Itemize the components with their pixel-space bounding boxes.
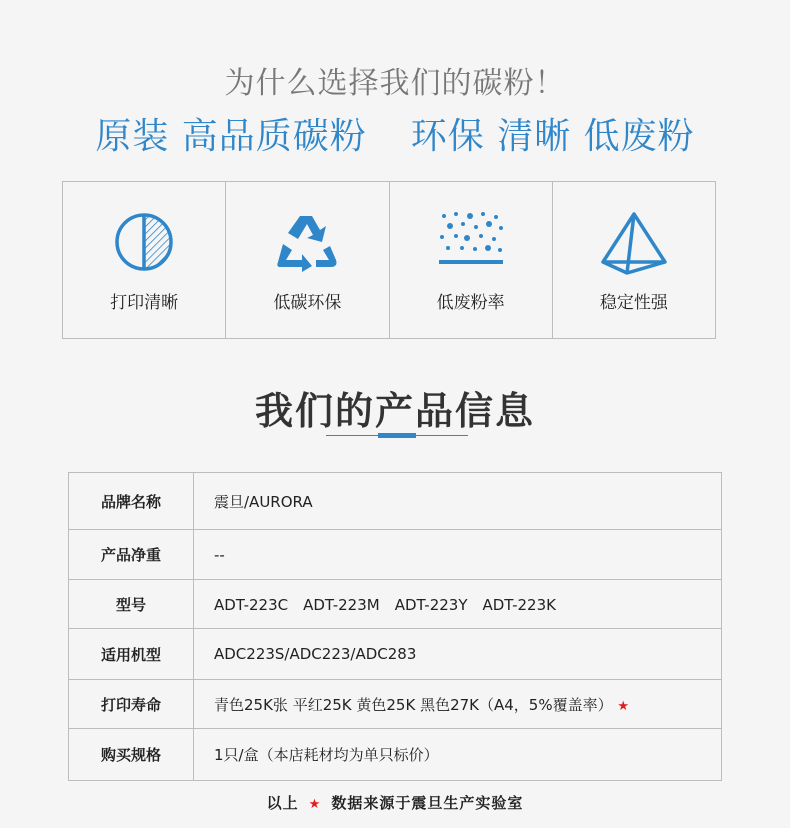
feature-eco xyxy=(226,182,389,338)
section-title: 我们的产品信息 xyxy=(254,389,535,433)
row-key: 打印寿命 xyxy=(69,680,194,729)
table-row xyxy=(69,729,722,781)
star-icon: ★ xyxy=(308,797,322,812)
headline-question: 为什么选择我们的碳粉！ xyxy=(224,66,566,101)
half-circle-icon xyxy=(112,210,176,274)
product-info-table xyxy=(68,472,722,781)
table-row xyxy=(69,473,722,530)
feature-grid xyxy=(62,181,716,339)
row-value: 震旦/AURORA xyxy=(194,473,722,530)
star-icon: ★ xyxy=(617,698,630,714)
recycle-icon xyxy=(274,210,340,274)
headline-features xyxy=(0,108,790,159)
print-life-text: 青色25K张 平红25K 黄色25K 黑色27K（A4，5%覆盖率） xyxy=(214,695,613,714)
feature-label: 低废粉率 xyxy=(436,293,505,313)
row-value: ADT-223C ADT-223M ADT-223Y ADT-223K xyxy=(194,580,722,629)
row-value: 1只/盒（本店耗材均为单只标价） xyxy=(194,729,722,781)
feature-low-waste xyxy=(390,182,553,338)
row-key: 品牌名称 xyxy=(69,473,194,530)
footer-note xyxy=(0,792,790,813)
row-value xyxy=(194,680,722,729)
feature-clear-print xyxy=(63,182,226,338)
row-key: 型号 xyxy=(69,580,194,629)
feature-label: 打印清晰 xyxy=(110,293,179,313)
table-row xyxy=(69,629,722,680)
row-key: 适用机型 xyxy=(69,629,194,680)
table-row xyxy=(69,530,722,580)
feature-label: 稳定性强 xyxy=(599,293,668,313)
headline-features-left: 原装 高品质碳粉 xyxy=(95,116,367,157)
row-key: 购买规格 xyxy=(69,729,194,781)
footer-left: 以上 xyxy=(266,794,299,812)
table-row xyxy=(69,680,722,729)
table-row xyxy=(69,580,722,629)
particles-icon xyxy=(436,210,506,270)
feature-label: 低碳环保 xyxy=(273,293,342,313)
row-value: ADC223S/ADC223/ADC283 xyxy=(194,629,722,680)
feature-stable xyxy=(553,182,715,338)
pyramid-icon xyxy=(599,210,669,276)
title-underline-accent xyxy=(378,433,416,438)
footer-right: 数据来源于震旦生产实验室 xyxy=(331,794,524,812)
row-value: -- xyxy=(194,530,722,580)
headline-features-right: 环保 清晰 低废粉 xyxy=(410,116,695,157)
row-key: 产品净重 xyxy=(69,530,194,580)
